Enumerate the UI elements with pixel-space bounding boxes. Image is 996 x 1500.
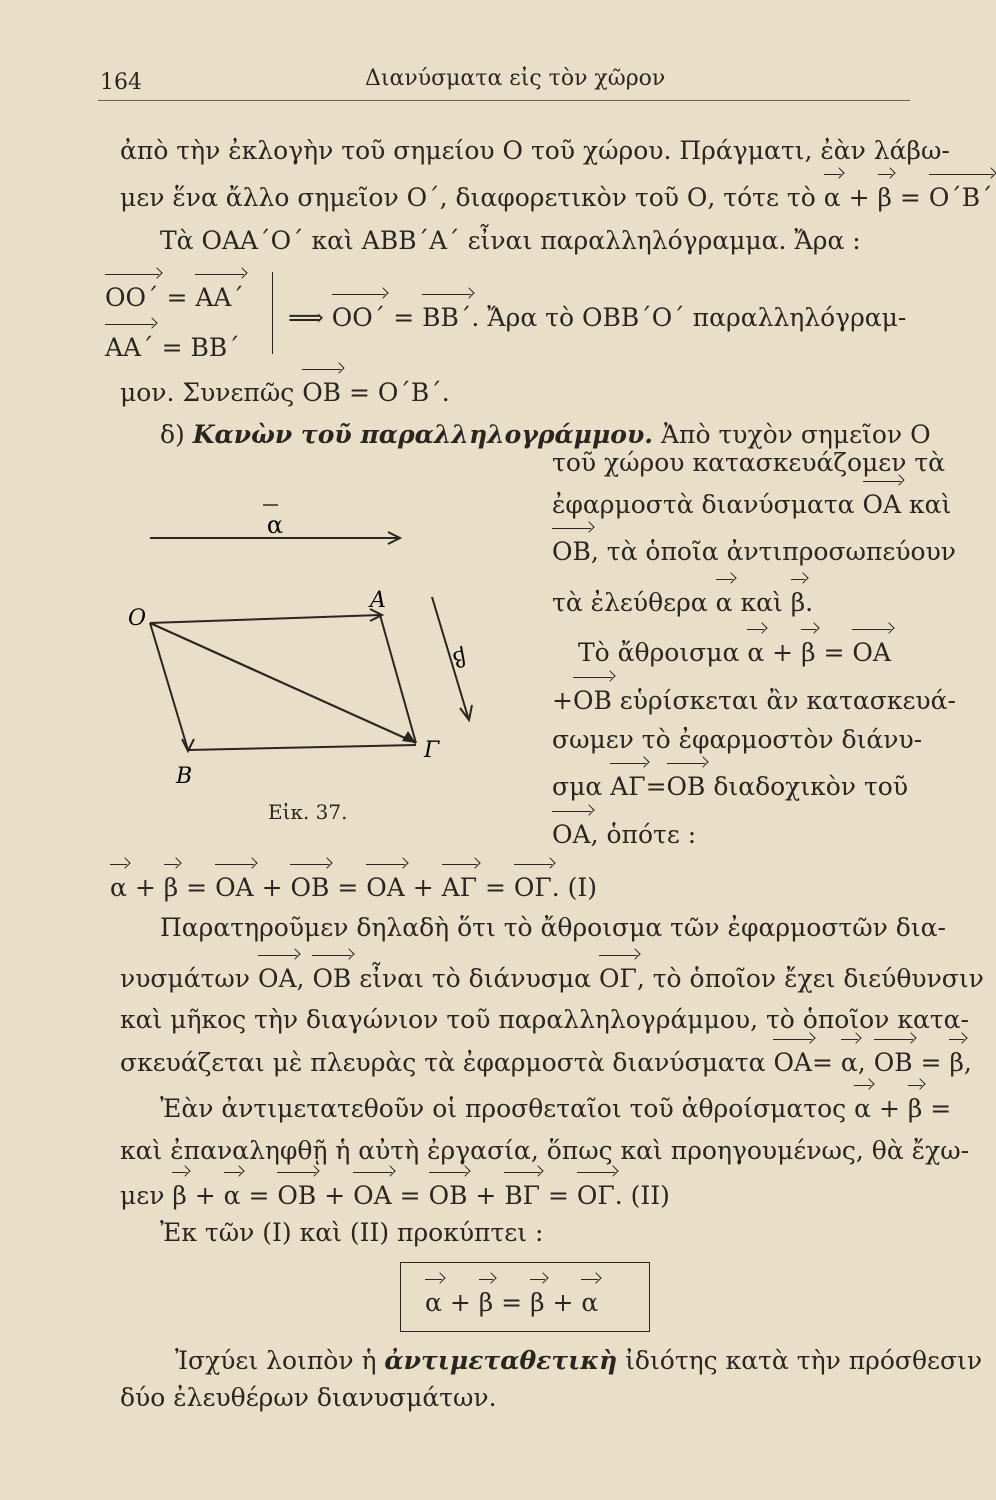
figure-label-beta: β: [450, 644, 468, 671]
equation-II: μεν β + α = ΟΒ + ΟΑ = ΟΒ + ΒΓ = ΟΓ. (ΙΙ): [120, 1181, 670, 1210]
header-rule: [98, 100, 910, 101]
side-OB: [150, 623, 188, 750]
equation: ΟΟ΄ = ΑΑ΄: [105, 283, 244, 312]
figure-label-A: A: [370, 588, 386, 613]
text-line: μον. Συνεπῶς ΟΒ = Ο΄Β΄.: [120, 378, 450, 407]
running-title: Διανύσματα εἰς τὸν χῶρον: [365, 66, 666, 91]
diagonal-OG: [150, 623, 416, 743]
vector-O'B': Ο΄Β΄: [928, 183, 993, 212]
text-line: δύο ἐλευθέρων διανυσμάτων.: [120, 1383, 497, 1412]
text-line: Ἐὰν ἀντιμετατεθοῦν οἱ προσθεταῖοι τοῦ ἀθροίσματος α + β =: [160, 1094, 952, 1123]
text-line: Τὸ ἄθροισμα α + β = ΟΑ: [578, 638, 891, 667]
text-line: Ἐκ τῶν (Ι) καὶ (ΙΙ) προκύπτει :: [160, 1218, 544, 1247]
text-line: καὶ ἐπαναληφθῇ ἡ αὐτὴ ἐργασία, ὅπως καὶ προηγουμένως, θὰ ἔχω-: [120, 1136, 970, 1165]
figure-label-O: O: [128, 606, 147, 631]
boxed-equation: α + β = β + α: [425, 1288, 599, 1317]
figure-caption: Εἰκ. 37.: [268, 800, 348, 824]
page-number: 164: [100, 70, 142, 95]
figure-label-B: B: [176, 764, 193, 789]
text-line: Τὰ ΟΑΑ΄Ο΄ καὶ ΑΒΒ΄Α΄ εἶναι παραλληλόγραμμα. Ἄρα :: [160, 226, 861, 255]
text-line: ΟΑ, ὁπότε :: [552, 820, 697, 849]
side-OA: [150, 615, 380, 623]
vector-alpha: α: [823, 183, 841, 212]
text-line: καὶ μῆκος τὴν διαγώνιον τοῦ παραλληλογράμμου, τὸ ὁποῖον κατα-: [120, 1005, 969, 1034]
vector-beta: β: [877, 183, 892, 212]
text-line: +ΟΒ εὑρίσκεται ἂν κατασκευά-: [552, 686, 956, 715]
text-line: ἀπὸ τὴν ἐκλογὴν τοῦ σημείου Ο τοῦ χώρου. Πράγματι, ἐὰν λάβω-: [120, 136, 950, 165]
section-heading: δ) Κανὼν τοῦ παραλληλογράμμου. Ἀπὸ τυχὸν σημεῖον Ο: [160, 420, 931, 449]
equation: ΑΑ΄ = ΒΒ΄: [105, 333, 240, 362]
text-line: ΟΒ, τὰ ὁποῖα ἀντιπροσωπεύουν: [552, 537, 956, 566]
text-line: μεν ἕνα ἄλλο σημεῖον Ο΄, διαφορετικὸν τοῦ Ο, τότε τὸ α + β = Ο΄Β΄: [120, 183, 993, 212]
text-line: ἐφαρμοστὰ διανύσματα ΟΑ καὶ: [552, 490, 952, 519]
text-line: τὰ ἐλεύθερα α καὶ β.: [552, 588, 814, 617]
figure-label-G: Γ: [424, 738, 440, 763]
text-line: Παρατηροῦμεν δηλαδὴ ὅτι τὸ ἄθροισμα τῶν ἐφαρμοστῶν δια-: [160, 913, 946, 942]
figure-label-alpha: α: [266, 511, 284, 539]
equation-I: α + β = ΟΑ + ΟΒ = ΟΑ + ΑΓ = ΟΓ. (Ι): [110, 873, 598, 902]
text-line: σωμεν τὸ ἐφαρμοστὸν διάνυ-: [552, 725, 923, 754]
text-line: τοῦ χώρου κατασκευάζομεν τὰ: [552, 448, 946, 477]
text-line: Ἰσχύει λοιπὸν ἡ ἀντιμεταθετικὴ ἰδιότης κατὰ τὴν πρόσθεσιν: [175, 1346, 983, 1375]
text-line: σμα ΑΓ=ΟΒ διαδοχικὸν τοῦ: [552, 772, 909, 801]
text-line: νυσμάτων ΟΑ, ΟΒ εἶναι τὸ διάνυσμα ΟΓ, τὸ ὁποῖον ἔχει διεύθυνσιν: [120, 964, 984, 993]
text-line: σκευάζεται μὲ πλευρὰς τὰ ἐφαρμοστὰ διανύσματα ΟΑ= α, ΟΒ = β,: [120, 1048, 972, 1077]
side-AG: [380, 615, 416, 743]
equation: ⟹ ΟΟ΄ = ΒΒ΄. Ἄρα τὸ ΟΒΒ΄Ο΄ παραλληλόγραμ-: [288, 303, 907, 332]
side-BG: [188, 745, 416, 750]
parallelogram-figure: [120, 495, 500, 815]
brace: [272, 272, 273, 354]
